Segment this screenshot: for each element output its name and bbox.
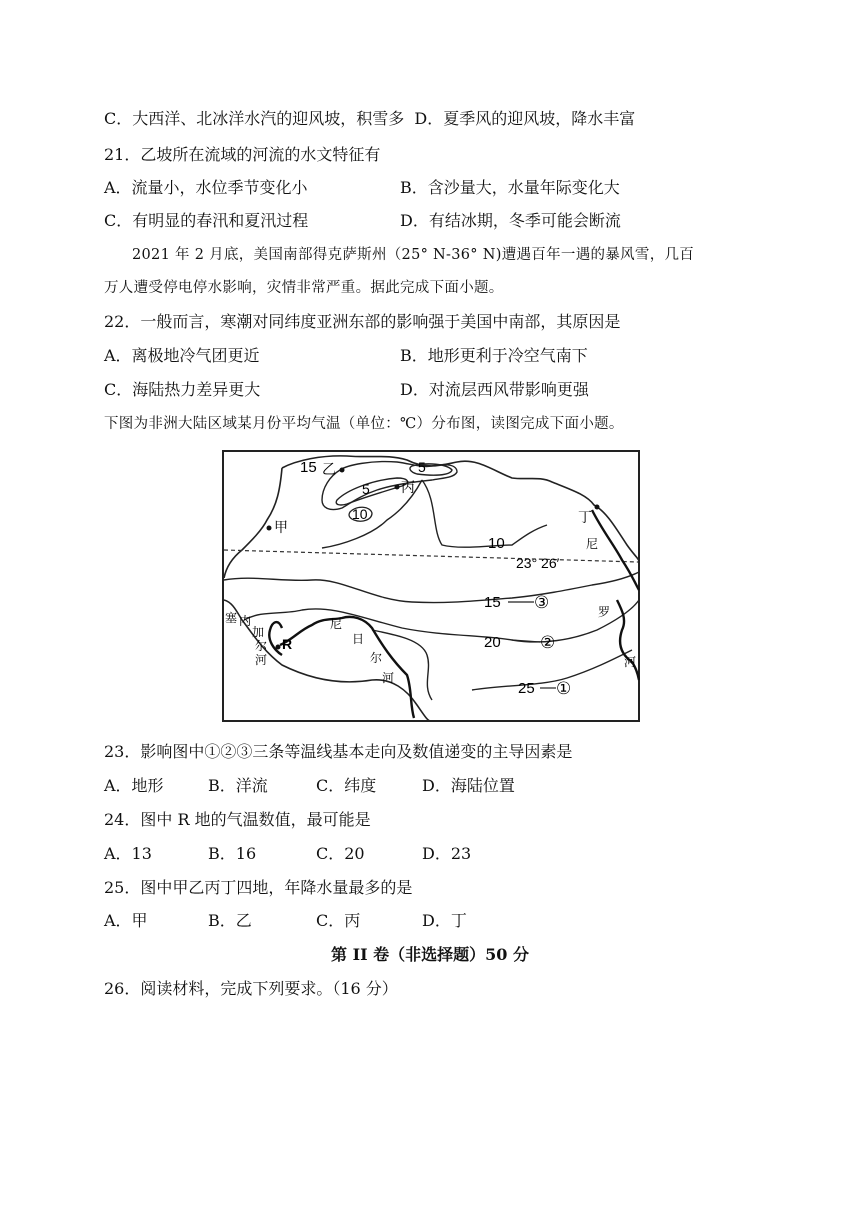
q22-options-ab: [104, 345, 588, 367]
q22-option-a: A．离极地冷气团更近: [104, 346, 260, 365]
point-ding: [595, 505, 600, 510]
tropic-label: 23° 26′: [516, 555, 560, 571]
texas-passage-line2: 万人遭受停电停水影响，灾情非常严重。据此完成下面小题。: [104, 280, 504, 296]
point-jia: [267, 526, 272, 531]
senegal-char-4: 尔: [255, 639, 268, 653]
q22-stem: 22．一般而言，寒潮对同纬度亚洲东部的影响强于美国中南部，其原因是: [104, 312, 621, 331]
q23-option-c: C．纬度: [316, 776, 377, 795]
q21-stem: 21．乙坡所在流域的河流的水文特征有: [104, 145, 381, 164]
q22-option-c: C．海陆热力差异更大: [104, 380, 261, 399]
q25-option-b: B．乙: [208, 911, 252, 930]
q22-option-b: B．地形更利于冷空气南下: [400, 346, 588, 365]
iso-label-5-a: 5: [418, 459, 426, 475]
place-bing: 丙: [401, 479, 415, 495]
place-jia: 甲: [274, 519, 288, 535]
iso-label-10-small: 10: [352, 506, 368, 522]
q25-option-c: C．丙: [316, 911, 361, 930]
niger-char-4: 河: [382, 671, 395, 685]
nile-char-1: 尼: [586, 537, 599, 551]
africa-map-intro: 下图为非洲大陆区域某月份平均气温（单位：℃）分布图，读图完成下面小题。: [104, 416, 624, 432]
q23-stem: 23．影响图中①②③三条等温线基本走向及数值递变的主导因素是: [104, 742, 573, 761]
iso-label-5-b: 5: [362, 481, 370, 497]
q21-option-c: C．有明显的春汛和夏汛过程: [104, 211, 309, 230]
q25-option-a: A．甲: [104, 911, 148, 930]
nile-char-3: 河: [624, 655, 637, 669]
q25-stem: 25．图中甲乙丙丁四地，年降水量最多的是: [104, 878, 413, 897]
senegal-char-1: 塞: [225, 611, 238, 625]
senegal-char-2: 内: [239, 614, 252, 628]
africa-isotherm-map: [222, 450, 640, 722]
q24-option-b: B．16: [208, 844, 257, 863]
q21-options-ab: [104, 177, 620, 199]
iso-label-15-south: 15: [484, 594, 501, 611]
iso-label-25: 25: [518, 680, 535, 697]
iso-label-15-north: 15: [300, 459, 317, 476]
iso-label-20: 20: [484, 634, 501, 651]
q20-option-c: C．大西洋、北冰洋水汽的迎风坡，积雪多: [104, 109, 405, 128]
place-r: R: [282, 636, 293, 652]
circled-label-2: ②: [540, 633, 556, 652]
q23-option-d: D．海陆位置: [422, 776, 515, 795]
circled-label-3: ③: [534, 593, 550, 612]
texas-passage-line1: 2021 年 2 月底，美国南部得克萨斯州（25° N-36° N)遭遇百年一遇的暴风雪，几百: [132, 247, 695, 263]
q24-option-c: C．20: [316, 844, 365, 863]
place-ding: 丁: [578, 509, 592, 525]
q25-option-d: D．丁: [422, 911, 467, 930]
niger-char-2: 日: [352, 632, 365, 646]
q24-option-d: D．23: [422, 844, 472, 863]
q23-option-b: B．洋流: [208, 776, 268, 795]
niger-char-1: 尼: [330, 617, 343, 631]
q22-option-d: D．对流层西风带影响更强: [400, 380, 589, 399]
point-r: [276, 645, 281, 650]
q21-options-cd: [104, 210, 621, 232]
circled-label-1: ①: [556, 679, 572, 698]
nile-char-2: 罗: [598, 605, 611, 619]
q24-stem: 24．图中 R 地的气温数值，最可能是: [104, 810, 371, 829]
senegal-char-3: 加: [252, 625, 265, 639]
senegal-char-5: 河: [255, 653, 268, 667]
q20-options-cd: [104, 108, 635, 130]
q21-option-d: D．有结冰期，冬季可能会断流: [400, 211, 621, 230]
q26-stem: 26．阅读材料，完成下列要求。（16 分）: [104, 979, 398, 998]
q24-option-a: A．13: [104, 844, 152, 863]
q22-options-cd: [104, 379, 589, 401]
q20-option-d: D．夏季风的迎风坡，降水丰富: [414, 109, 636, 128]
q23-option-a: A．地形: [104, 776, 164, 795]
iso-label-10-north: 10: [488, 535, 505, 552]
place-yi: 乙: [322, 461, 336, 477]
point-bing: [395, 485, 400, 490]
niger-char-3: 尔: [370, 651, 383, 665]
q21-option-b: B．含沙量大，水量年际变化大: [400, 178, 620, 197]
point-yi: [340, 468, 345, 473]
section-2-title: 第 II 卷（非选择题）50 分: [331, 945, 529, 964]
q21-option-a: A．流量小，水位季节变化小: [104, 178, 308, 197]
